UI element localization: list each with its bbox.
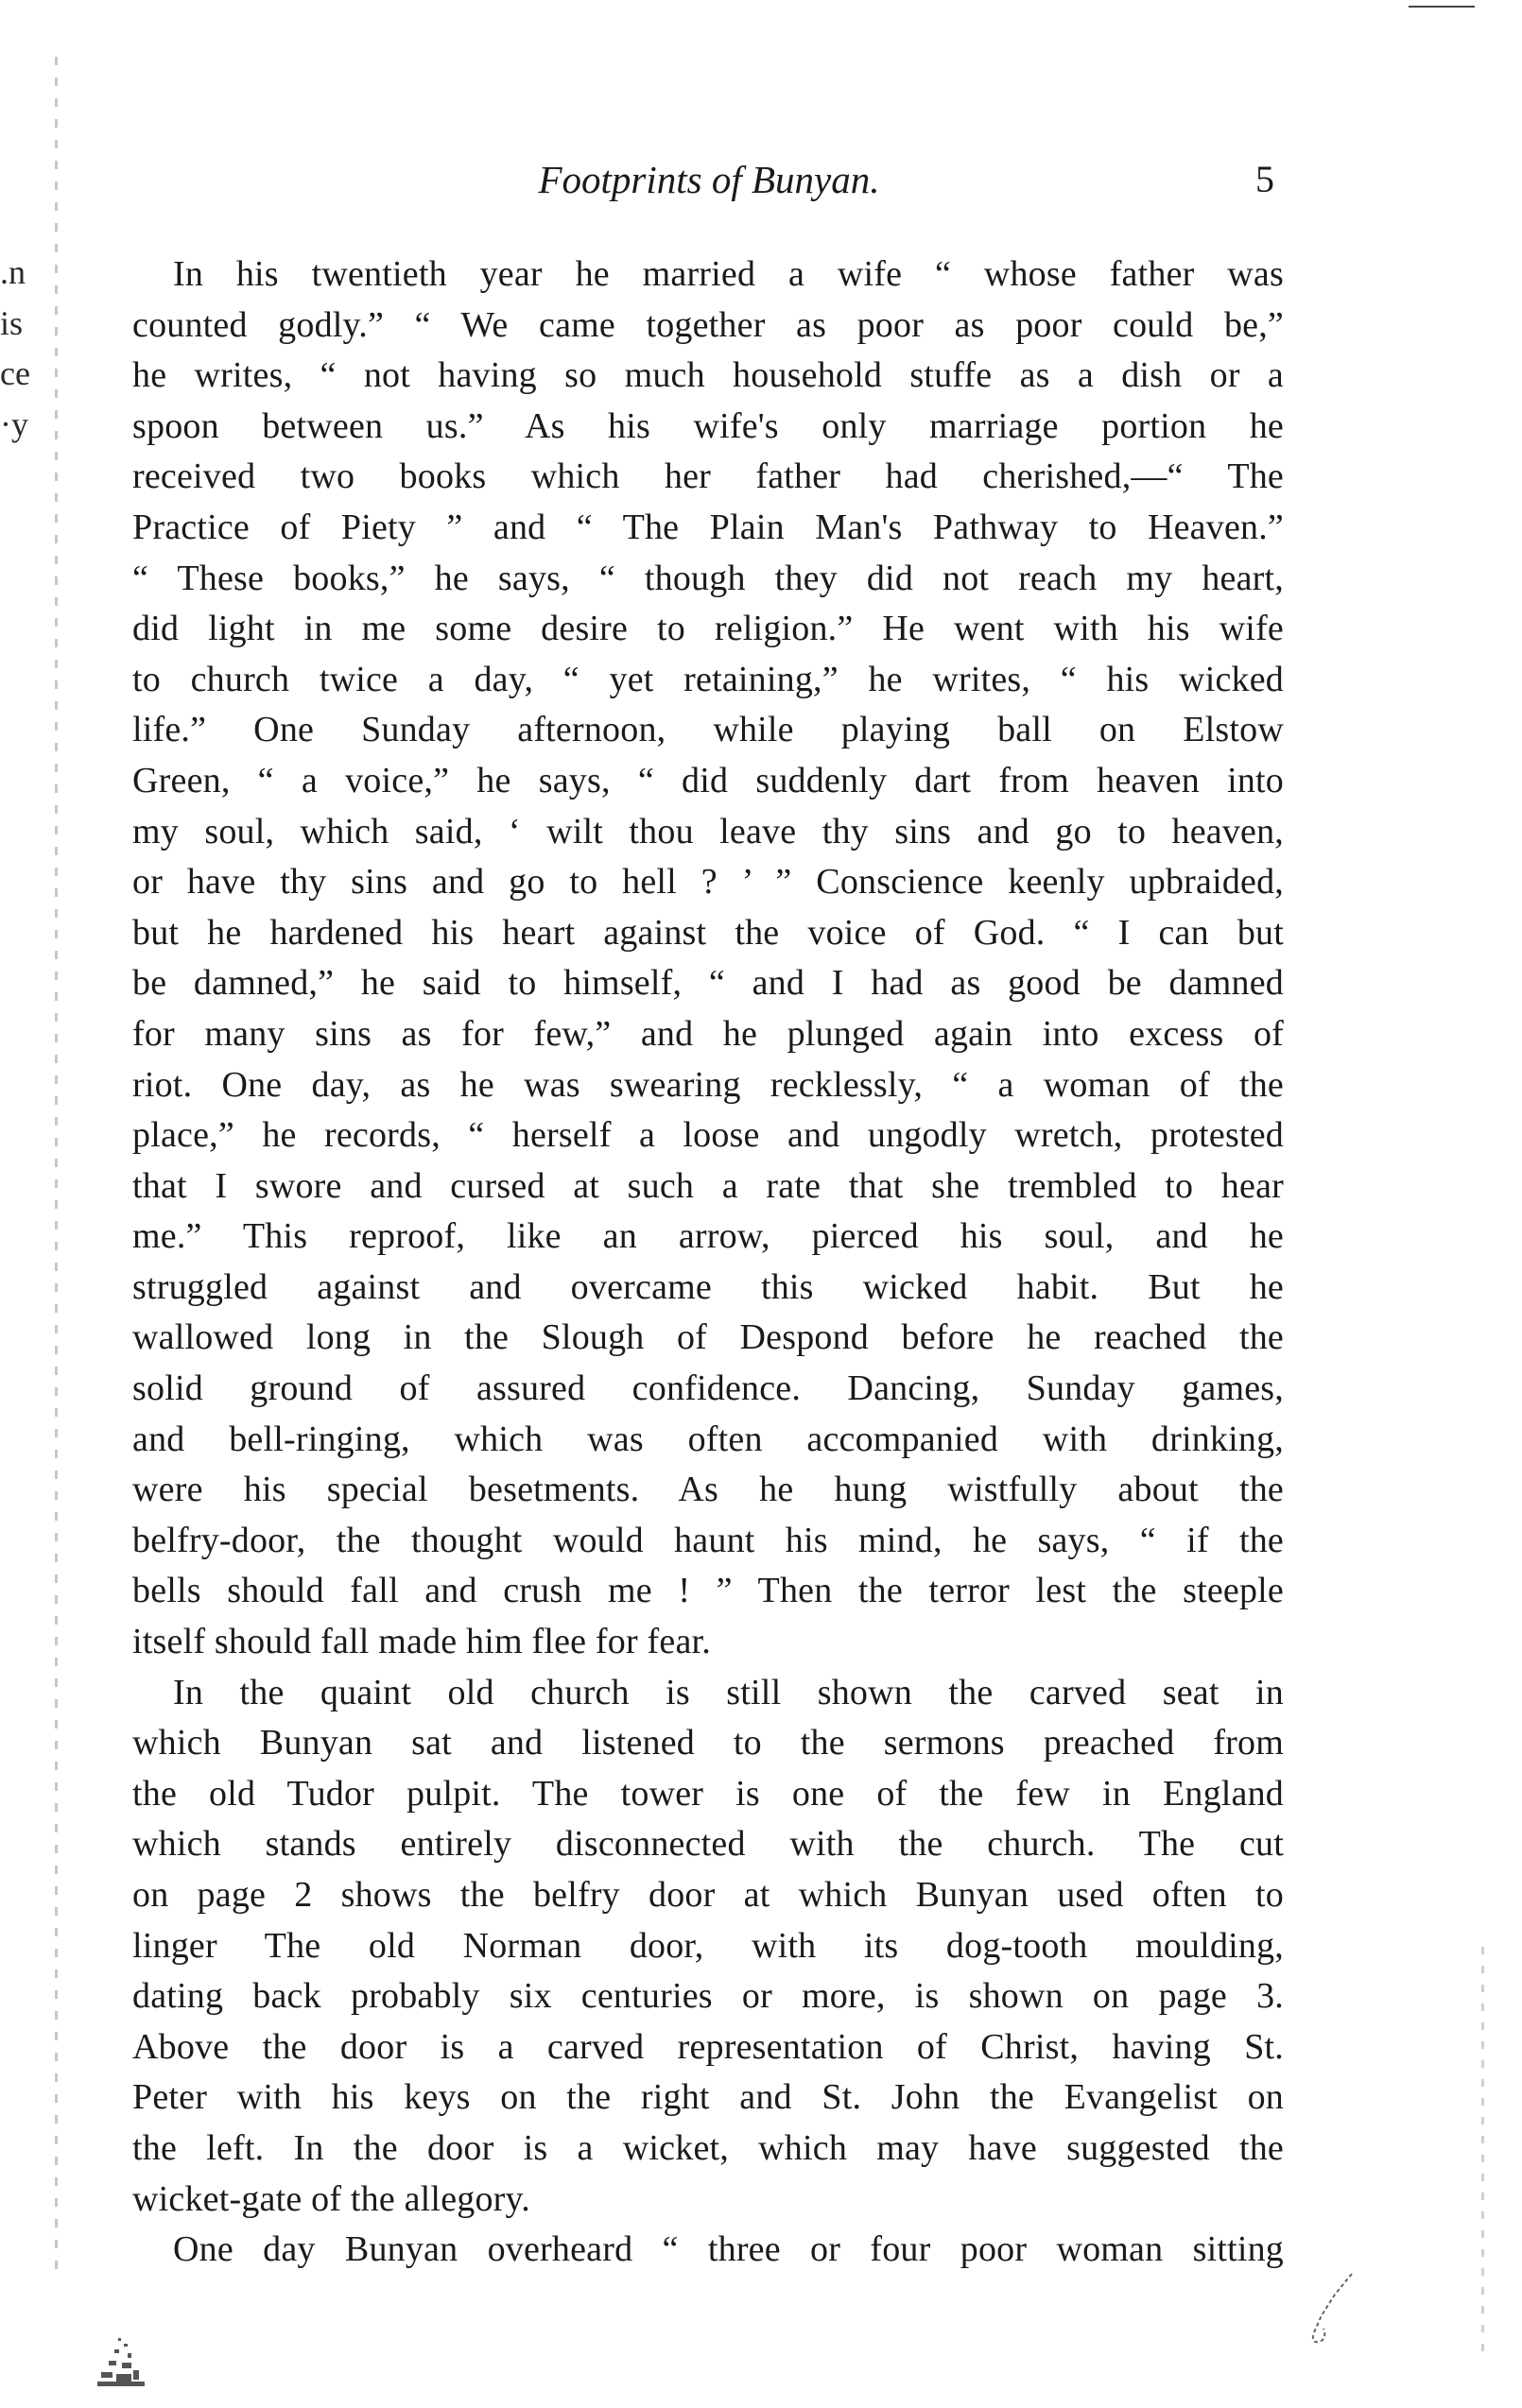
- text-line: In the quaint old church is still shown the carved seat in: [173, 1672, 1284, 1712]
- text-line: for many sins as for few,” and he plunged again into excess of: [132, 1013, 1284, 1054]
- text-line: received two books which her father had cherished,—“ The: [132, 456, 1284, 497]
- facing-page-fragments: [0, 248, 76, 450]
- scan-scribble-mark: [1276, 2266, 1371, 2351]
- text-line: solid ground of assured confidence. Dancing, Sunday games,: [132, 1368, 1284, 1409]
- text-line: place,” he records, “ herself a loose and ungodly wretch, protested: [132, 1115, 1284, 1156]
- text-line: riot. One day, as he was swearing recklessly, “ a woman of the: [132, 1064, 1284, 1105]
- text-line: he writes, “ not having so much household stuffe as a dish or a: [132, 355, 1284, 396]
- text-line: bells should fall and crush me ! ” Then the terror lest the steeple: [132, 1571, 1284, 1611]
- text-line: life.” One Sunday afternoon, while playing ball on Elstow: [132, 710, 1284, 750]
- text-line: be damned,” he said to himself, “ and I had as good be damned: [132, 963, 1284, 1004]
- text-line: but he hardened his heart against the voice of God. “ I can but: [132, 912, 1284, 953]
- text-line: struggled against and overcame this wicked habit. But he: [132, 1266, 1284, 1307]
- text-line: on page 2 shows the belfry door at which Bunyan used often to: [132, 1875, 1284, 1915]
- running-title: Footprints of Bunyan.: [538, 158, 880, 201]
- right-edge-scan-dots: [1481, 1947, 1484, 2353]
- text-line: belfry-door, the thought would haunt his mind, he says, “ if the: [132, 1520, 1284, 1560]
- text-line: “ These books,” he says, “ though they did not reach my heart,: [132, 558, 1284, 598]
- text-line: wallowed long in the Slough of Despond before he reached the: [132, 1317, 1284, 1358]
- text-line: itself should fall made him flee for fear.: [132, 1622, 711, 1662]
- margin-fragment: .n: [0, 253, 26, 291]
- text-line: that I swore and cursed at such a rate that she trembled to hear: [132, 1165, 1284, 1206]
- text-line: wicket-gate of the allegory.: [132, 2178, 530, 2219]
- text-line: were his special besetments. As he hung wistfully about the: [132, 1470, 1284, 1510]
- text-line: and bell-ringing, which was often accompanied with drinking,: [132, 1419, 1284, 1459]
- text-line: counted godly.” “ We came together as poor as poor could be,”: [132, 304, 1284, 345]
- text-line: Green, “ a voice,” he says, “ did suddenly dart from heaven into: [132, 760, 1284, 800]
- text-line: One day Bunyan overheard “ three or four poor woman sitting: [173, 2229, 1284, 2270]
- text-line: Peter with his keys on the right and St. John the Evangelist on: [132, 2077, 1284, 2118]
- text-line: the old Tudor pulpit. The tower is one of the few in England: [132, 1773, 1284, 1814]
- text-line: dating back probably six centuries or more, is shown on page 3.: [132, 1976, 1284, 2017]
- margin-fragment: ce: [0, 354, 30, 393]
- text-line: which Bunyan sat and listened to the sermons preached from: [132, 1723, 1284, 1763]
- running-header: [132, 151, 1286, 208]
- text-line: or have thy sins and go to hell ? ’ ” Conscience keenly upbraided,: [132, 862, 1284, 903]
- margin-fragment: ·y: [0, 404, 28, 443]
- body-text: [132, 249, 1284, 2276]
- text-line: Practice of Piety ” and “ The Plain Man's Pathway to Heaven.”: [132, 507, 1284, 547]
- text-line: linger The old Norman door, with its dog-tooth moulding,: [132, 1925, 1284, 1966]
- text-line: spoon between us.” As his wife's only marriage portion he: [132, 405, 1284, 446]
- text-line: In his twentieth year he married a wife “ whose father was: [173, 254, 1284, 294]
- scan-corner-mark: [90, 2332, 156, 2389]
- text-line: me.” This reproof, like an arrow, pierced his soul, and he: [132, 1216, 1284, 1257]
- scan-edge-mark: [1409, 6, 1475, 8]
- text-line: to church twice a day, “ yet retaining,” he writes, “ his wicked: [132, 659, 1284, 699]
- text-line: Above the door is a carved representation of Christ, having St.: [132, 2026, 1284, 2067]
- text-line: the left. In the door is a wicket, which may have suggested the: [132, 2127, 1284, 2168]
- text-line: did light in me some desire to religion.” He went with his wife: [132, 609, 1284, 649]
- margin-fragment: is: [0, 303, 24, 342]
- page-number: 5: [1255, 158, 1274, 200]
- text-line: which stands entirely disconnected with the church. The cut: [132, 1824, 1284, 1865]
- text-line: my soul, which said, ‘ wilt thou leave thy sins and go to heaven,: [132, 811, 1284, 851]
